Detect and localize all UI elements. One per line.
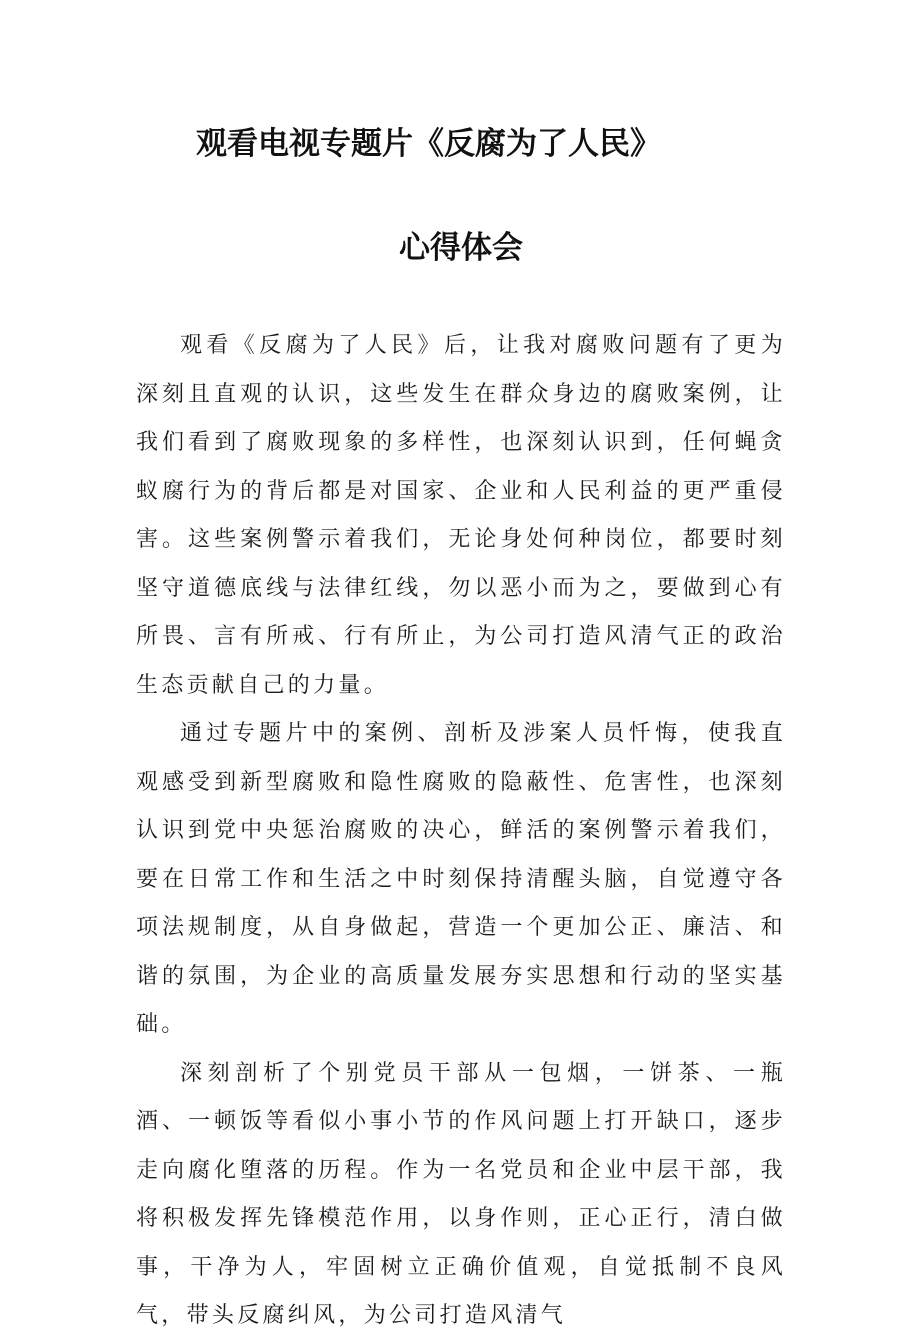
paragraph-3: 深刻剖析了个别党员干部从一包烟，一饼茶、一瓶酒、一顿饭等看似小事小节的作风问题上打开缺口，逐步走向腐化堕落的历程。作为一名党员和企业中层干部，我将积极发挥先锋模范作用，以身作则，正心正行，清白做事，干净为人，牢固树立正确价值观，自觉抵制不良风气，带头反腐纠风，为公司打造风清气	[136, 1060, 786, 1328]
paragraph-1: 观看《反腐为了人民》后，让我对腐败问题有了更为深刻且直观的认识，这些发生在群众身边的腐败案例，让我们看到了腐败现象的多样性，也深刻认识到，任何蝇贪蚁腐行为的背后都是对国家、企业和人民利益的更严重侵害。这些案例警示着我们，无论身处何种岗位，都要时刻坚守道德底线与法律红线，勿以恶小而为之，要做到心有所畏、言有所戒、行有所止，为公司打造风清气正的政治生态贡献自己的力量。	[136, 333, 786, 698]
paragraph-2: 通过专题片中的案例、剖析及涉案人员忏悔，使我直观感受到新型腐败和隐性腐败的隐蔽性、危害性，也深刻认识到党中央惩治腐败的决心，鲜活的案例警示着我们，要在日常工作和生活之中时刻保持清醒头脑，自觉遵守各项法规制度，从自身做起，营造一个更加公正、廉洁、和谐的氛围，为企业的高质量发展夯实思想和行动的坚实基础。	[136, 721, 786, 1037]
document-subtitle: 心得体会	[399, 230, 523, 266]
document-body	[136, 322, 786, 1341]
document-title: 观看电视专题片《反腐为了人民》	[196, 126, 661, 162]
